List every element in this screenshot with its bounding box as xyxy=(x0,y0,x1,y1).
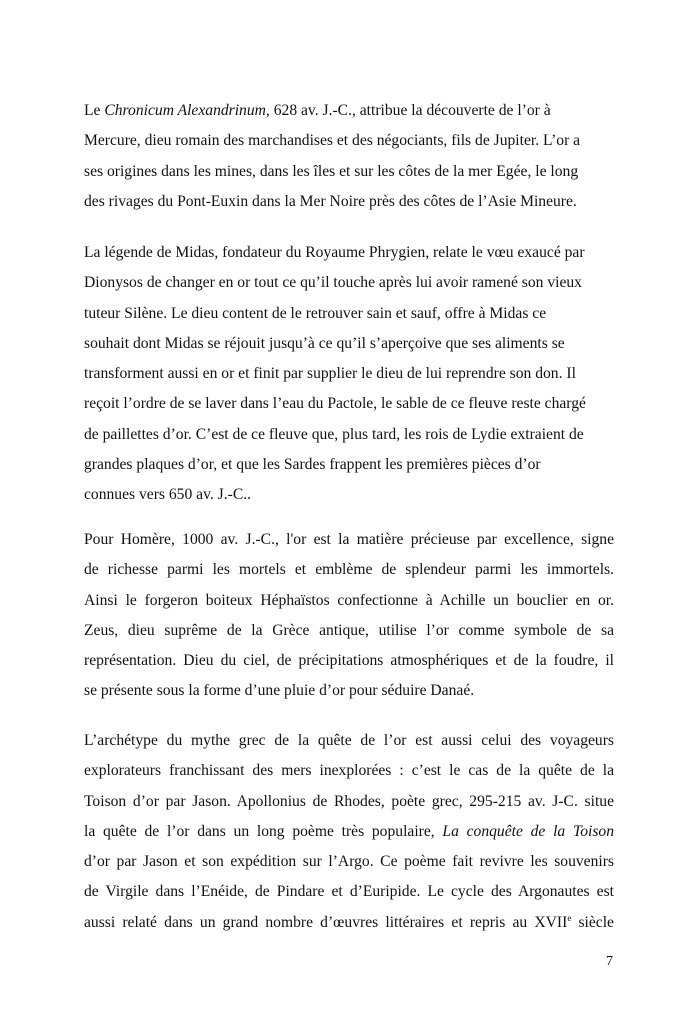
text-line: Dionysos de changer en or tout ce qu’il touche après lui avoir ramené son vieux xyxy=(84,274,582,292)
italic-title: La conquête de la Toison xyxy=(442,822,614,840)
text-line: de paillettes d’or. C’est de ce fleuve que, plus tard, les rois de Lydie extraient de xyxy=(84,425,584,443)
text-line: Mercure, dieu romain des marchandises et des négociants, fils de Jupiter. L’or a xyxy=(84,132,581,150)
text-line: Ainsi le forgeron boiteux Héphaïstos confectionne à Achille un bouclier en or. xyxy=(84,591,614,609)
text-line: des rivages du Pont-Euxin dans la Mer Noire près des côtes de l’Asie Mineure. xyxy=(84,192,577,210)
page-number: 7 xyxy=(606,954,613,969)
text-line: tuteur Silène. Le dieu content de le retrouver sain et sauf, offre à Midas ce xyxy=(84,304,547,322)
text-line: la quête de l’or dans un long poème très populaire, La conquête de la Toison xyxy=(84,822,614,840)
text-line: Le Chronicum Alexandrinum, 628 av. J.-C., attribue la découverte de l’or à xyxy=(84,102,551,119)
paragraph-chronicum xyxy=(84,96,614,217)
text-line: Toison d’or par Jason. Apollonius de Rhodes, poète grec, 295-215 av. J-C. situe xyxy=(84,792,614,810)
italic-title: Chronicum Alexandrinum xyxy=(104,102,266,119)
text-line: Pour Homère, 1000 av. J.-C., l'or est la matière précieuse par excellence, signe xyxy=(84,531,614,548)
text-line: de richesse parmi les mortels et emblème de splendeur parmi les immortels. xyxy=(84,561,614,579)
text-line: d’or par Jason et son expédition sur l’Argo. Ce poème fait revivre les souvenirs xyxy=(84,853,614,871)
text-line: aussi relaté dans un grand nombre d’œuvres littéraires et repris au XVIIe siècle xyxy=(84,912,614,931)
text-line: de Virgile dans l’Enéide, de Pindare et d’Euripide. Le cycle des Argonautes est xyxy=(84,883,614,901)
paragraph-archetype xyxy=(84,726,614,938)
paragraph-homere xyxy=(84,525,614,707)
superscript: e xyxy=(567,912,572,923)
text-line: L’archétype du mythe grec de la quête de l’or est aussi celui des voyageurs xyxy=(84,732,614,749)
text-line: connues vers 650 av. J.-C.. xyxy=(84,486,252,504)
text-line: explorateurs franchissant des mers inexplorées : c’est le cas de la quête de la xyxy=(84,762,614,780)
text-line: transforment aussi en or et finit par supplier le dieu de lui reprendre son don. Il xyxy=(84,365,576,383)
text-line: se présente sous la forme d’une pluie d’or pour séduire Danaé. xyxy=(84,682,475,700)
paragraph-midas xyxy=(84,238,614,511)
text-line: ses origines dans les mines, dans les îles et sur les côtes de la mer Egée, le long xyxy=(84,162,579,180)
text-line: La légende de Midas, fondateur du Royaume Phrygien, relate le vœu exaucé par xyxy=(84,244,585,261)
text-line: Zeus, dieu suprême de la Grèce antique, utilise l’or comme symbole de sa xyxy=(84,621,614,639)
text-line: représentation. Dieu du ciel, de précipitations atmosphériques et de la foudre, il xyxy=(84,652,614,670)
text-line: reçoit l’ordre de se laver dans l’eau du Pactole, le sable de ce fleuve reste chargé xyxy=(84,395,586,413)
text-line: grandes plaques d’or, et que les Sardes frappent les premières pièces d’or xyxy=(84,456,541,474)
text-line: souhait dont Midas se réjouit jusqu’à ce qu’il s’aperçoive que ses aliments se xyxy=(84,334,565,352)
